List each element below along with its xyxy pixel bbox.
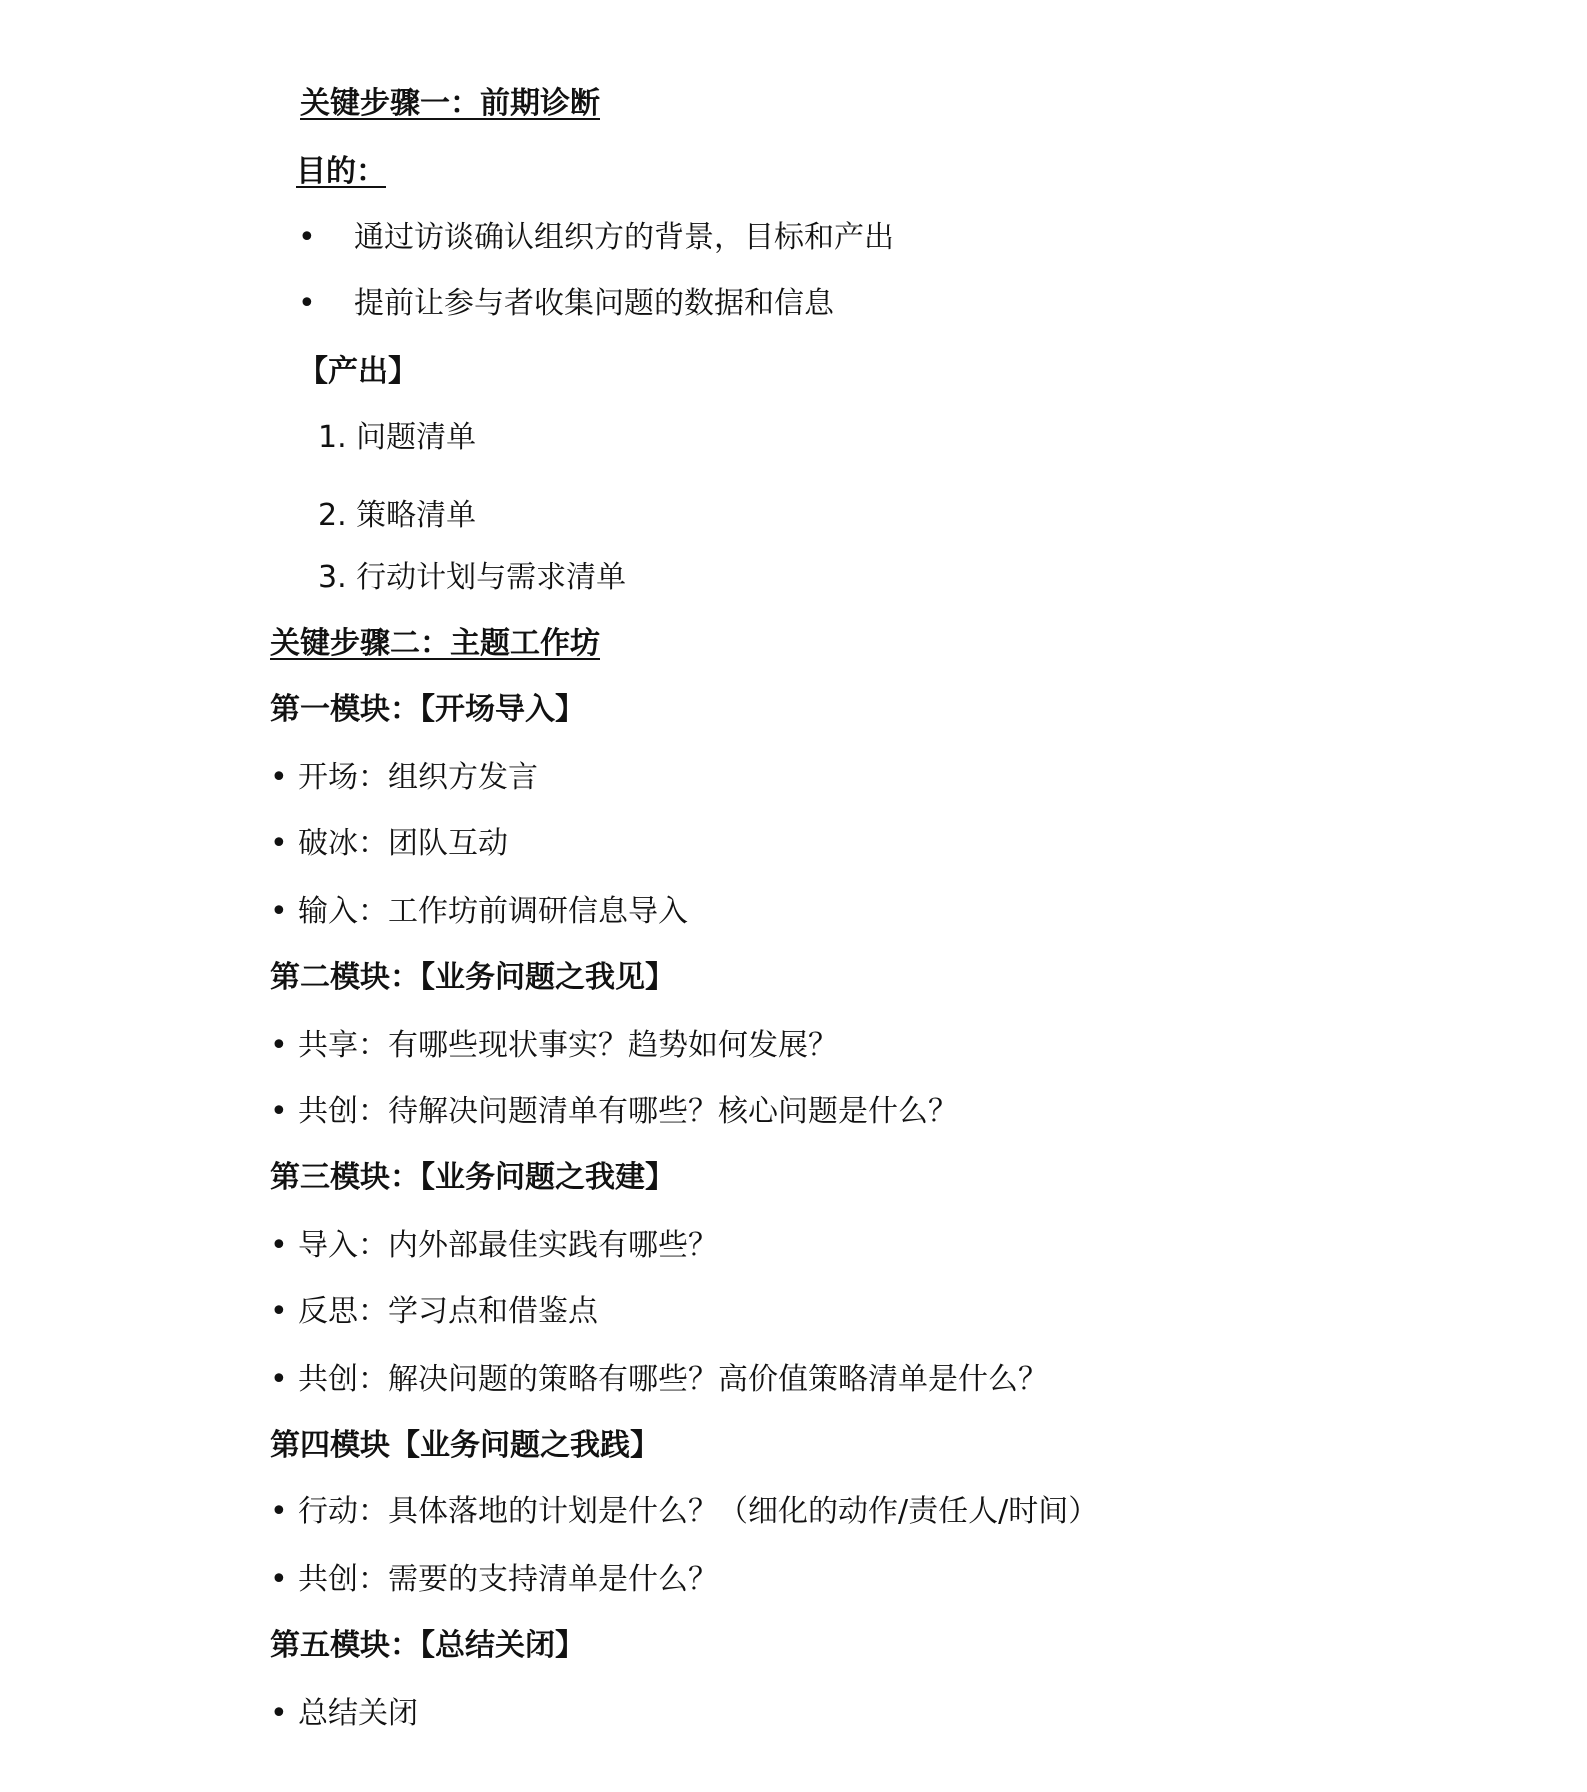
bullet-icon: •: [270, 1494, 288, 1529]
purpose-item: [298, 218, 316, 258]
module-item-text: 导入：内外部最佳实践有哪些？: [298, 1228, 718, 1263]
bullet-icon: •: [270, 1094, 288, 1129]
module-item: [270, 824, 288, 864]
bullet-icon: •: [270, 1294, 288, 1329]
module-item: [270, 1292, 288, 1332]
bullet-icon: •: [298, 286, 316, 321]
module-item: [270, 1360, 288, 1400]
bullet-icon: •: [270, 894, 288, 929]
step1-title: 关键步骤一：前期诊断: [300, 86, 600, 121]
output-item: 3. 行动计划与需求清单: [318, 560, 627, 595]
purpose-item-text: 提前让参与者收集问题的数据和信息: [354, 286, 834, 321]
module-title: 第二模块：【业务问题之我见】: [270, 960, 675, 995]
bullet-icon: •: [270, 1228, 288, 1263]
output-label: 【产出】: [298, 354, 418, 389]
bullet-icon: •: [270, 1028, 288, 1063]
bullet-icon: •: [298, 220, 316, 255]
module-item-text: 开场：组织方发言: [298, 760, 538, 795]
module-item: [270, 758, 288, 798]
module-item-text: 共创：需要的支持清单是什么？: [298, 1562, 718, 1597]
bullet-icon: •: [270, 760, 288, 795]
purpose-label: 目的：: [296, 154, 386, 189]
bullet-icon: •: [270, 1696, 288, 1731]
bullet-icon: •: [270, 1562, 288, 1597]
module-title: 第五模块：【总结关闭】: [270, 1628, 585, 1663]
module-item-text: 共享：有哪些现状事实？趋势如何发展？: [298, 1028, 838, 1063]
module-item-text: 共创：解决问题的策略有哪些？高价值策略清单是什么？: [298, 1362, 1048, 1397]
module-item: [270, 1560, 288, 1600]
purpose-item-text: 通过访谈确认组织方的背景，目标和产出: [354, 220, 894, 255]
module-item-text: 反思：学习点和借鉴点: [298, 1294, 598, 1329]
module-item-text: 行动：具体落地的计划是什么？（细化的动作/责任人/时间）: [298, 1494, 1099, 1529]
module-item: [270, 892, 288, 932]
module-item-text: 输入：工作坊前调研信息导入: [298, 894, 688, 929]
module-item: [270, 1226, 288, 1266]
purpose-item: [298, 284, 316, 324]
module-item: [270, 1492, 288, 1532]
module-title: 第三模块：【业务问题之我建】: [270, 1160, 675, 1195]
output-item: 2. 策略清单: [318, 498, 477, 533]
module-item-text: 共创：待解决问题清单有哪些？核心问题是什么？: [298, 1094, 958, 1129]
module-title: 第四模块【业务问题之我践】: [270, 1428, 660, 1463]
module-item: [270, 1026, 288, 1066]
module-title: 第一模块：【开场导入】: [270, 692, 585, 727]
output-item: 1. 问题清单: [318, 420, 477, 455]
module-item-text: 总结关闭: [298, 1696, 418, 1731]
module-item: [270, 1694, 288, 1734]
bullet-icon: •: [270, 1362, 288, 1397]
module-item-text: 破冰：团队互动: [298, 826, 508, 861]
bullet-icon: •: [270, 826, 288, 861]
module-item: [270, 1092, 288, 1132]
step2-title: 关键步骤二：主题工作坊: [270, 626, 600, 661]
